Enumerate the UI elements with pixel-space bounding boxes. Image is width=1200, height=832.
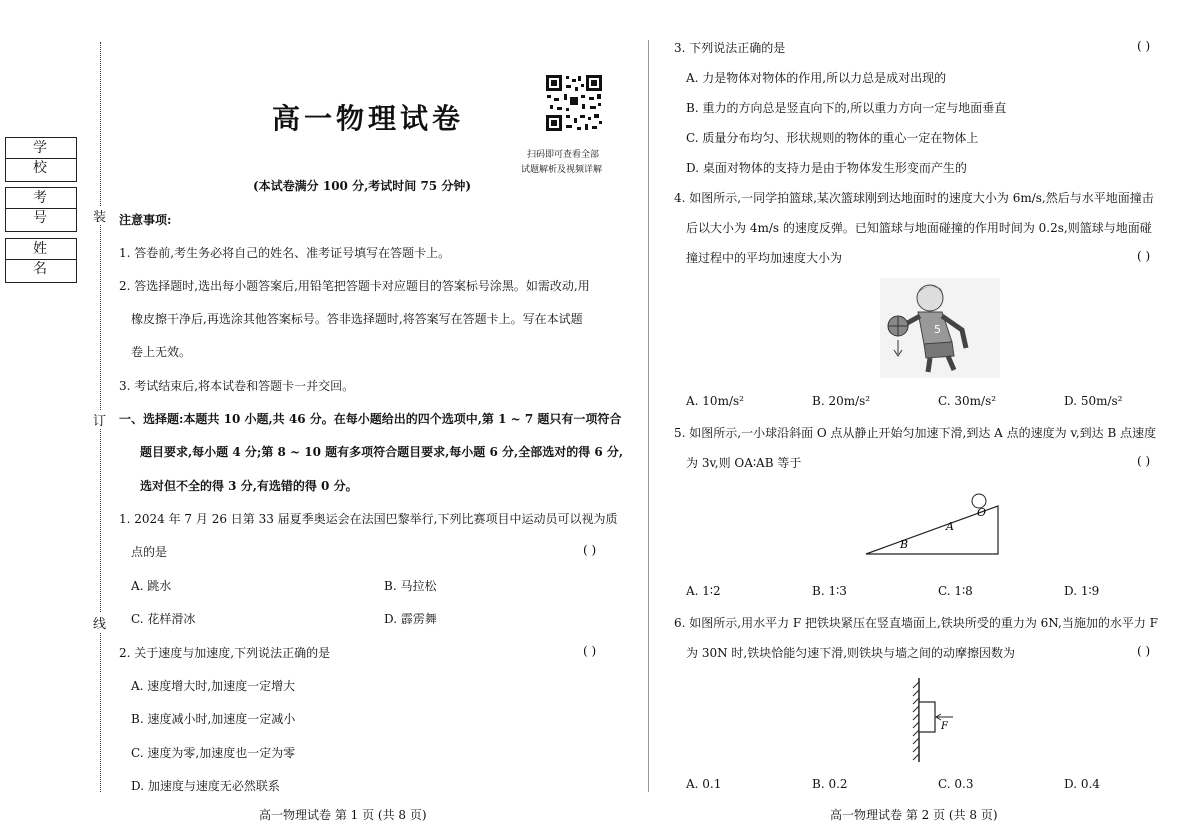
qr-caption-1: 扫码即可查看全部: [527, 150, 600, 160]
q1-option-d: D. 霹雳舞: [384, 612, 437, 626]
qr-code-icon: [544, 73, 604, 133]
school-field: [5, 137, 77, 182]
q6-option-c: C. 0.3: [938, 777, 974, 791]
exam-number-field: [5, 187, 77, 232]
q2-option-b: B. 速度减小时,加速度一定减小: [131, 712, 296, 726]
q5-stem-line2: 为 3v,则 OA∶AB 等于: [686, 456, 802, 470]
q3-option-c: C. 质量分布均匀、形状规则的物体的重心一定在物体上: [686, 131, 979, 145]
q6-stem-line2: 为 30N 时,铁块恰能匀速下滑,则铁块与墙之间的动摩擦因数为: [686, 646, 1016, 660]
q1-stem-line2: 点的是: [131, 545, 168, 559]
q5-answer-paren: ( ): [1137, 454, 1151, 468]
page-title: 高一物理试卷: [272, 102, 465, 135]
note-2-line2: 橡皮擦干净后,再选涂其他答案标号。答非选择题时,将答案写在答题卡上。写在本试题: [131, 312, 583, 326]
incline-figure: [860, 488, 1005, 558]
q4-option-a: A. 10m/s²: [686, 394, 744, 408]
q3-option-d: D. 桌面对物体的支持力是由于物体发生形变而产生的: [686, 161, 967, 175]
q1-option-b: B. 马拉松: [384, 579, 437, 593]
q2-option-a: A. 速度增大时,加速度一定增大: [131, 679, 296, 693]
wall-block-figure: [905, 676, 965, 764]
incline-label-a: A: [946, 520, 954, 533]
q5-option-c: C. 1∶8: [938, 584, 973, 598]
q1-answer-paren: ( ): [583, 543, 597, 557]
name-label: 姓 名: [6, 239, 76, 260]
page-separator: [648, 40, 649, 792]
q1-option-c: C. 花样滑冰: [131, 612, 196, 626]
section1-line3: 选对但不全的得 3 分,有选错的得 0 分。: [140, 479, 358, 493]
q5-stem-line1: 5. 如图所示,一小球沿斜面 O 点从静止开始匀加速下滑,到达 A 点的速度为 v,到达 B 点速度: [674, 426, 1157, 440]
page1-footer: 高一物理试卷 第 1 页 (共 8 页): [259, 808, 427, 822]
q1-option-a: A. 跳水: [131, 579, 172, 593]
q1-stem-line1: 1. 2024 年 7 月 26 日第 33 届夏季奥运会在法国巴黎举行,下列比赛项目中运动员可以视为质: [119, 512, 618, 526]
q3-option-b: B. 重力的方向总是竖直向下的,所以重力方向一定与地面垂直: [686, 101, 1007, 115]
q5-option-a: A. 1∶2: [686, 584, 721, 598]
note-3: 3. 考试结束后,将本试卷和答题卡一并交回。: [119, 379, 355, 393]
binding-char-xian: 线: [93, 613, 106, 632]
section1-line1: 一、选择题:本题共 10 小题,共 46 分。在每小题给出的四个选项中,第 1 ~ 7 题只有一项符合: [119, 412, 622, 426]
q4-stem-line2: 后以大小为 4m/s 的速度反弹。已知篮球与地面碰撞的作用时间为 0.2s,则篮球与地面碰: [686, 221, 1152, 235]
q5-option-d: D. 1∶9: [1064, 584, 1100, 598]
notes-heading: 注意事项:: [119, 213, 172, 227]
section1-line2: 题目要求,每小题 4 分;第 8 ~ 10 题有多项符合题目要求,每小题 6 分,全部选对的得 6 分,: [140, 445, 624, 459]
exam-number-label: 考 号: [6, 188, 76, 209]
incline-label-b: B: [900, 538, 909, 551]
note-2-line1: 2. 答选择题时,选出每小题答案后,用铅笔把答题卡对应题目的答案标号涂黑。如需改动,用: [119, 279, 590, 293]
q2-answer-paren: ( ): [583, 644, 597, 658]
q3-option-a: A. 力是物体对物体的作用,所以力总是成对出现的: [686, 71, 947, 85]
binding-char-zhuang: 装: [93, 206, 106, 225]
incline-label-o: O: [977, 506, 987, 519]
q6-option-a: A. 0.1: [686, 777, 722, 791]
q4-answer-paren: ( ): [1137, 249, 1151, 263]
q4-stem-line3: 撞过程中的平均加速度大小为: [686, 251, 843, 265]
binding-char-ding: 订: [93, 410, 106, 429]
q4-option-c: C. 30m/s²: [938, 394, 997, 408]
exam-subtitle: (本试卷满分 100 分,考试时间 75 分钟): [253, 179, 471, 193]
force-label-f: F: [941, 721, 948, 732]
q6-answer-paren: ( ): [1137, 644, 1151, 658]
q2-option-c: C. 速度为零,加速度也一定为零: [131, 746, 296, 760]
q2-option-d: D. 加速度与速度无必然联系: [131, 779, 280, 793]
jersey-number: 5: [934, 323, 941, 336]
q6-stem-line1: 6. 如图所示,用水平力 F 把铁块紧压在竖直墙面上,铁块所受的重力为 6N,当施加的水平力 F: [674, 616, 1158, 630]
page2-footer: 高一物理试卷 第 2 页 (共 8 页): [830, 808, 998, 822]
basketball-player-figure: [880, 278, 1000, 378]
q6-option-b: B. 0.2: [812, 777, 848, 791]
q5-option-b: B. 1∶3: [812, 584, 847, 598]
note-1: 1. 答卷前,考生务必将自己的姓名、准考证号填写在答题卡上。: [119, 246, 451, 260]
q4-option-b: B. 20m/s²: [812, 394, 871, 408]
name-field: [5, 238, 77, 283]
q6-option-d: D. 0.4: [1064, 777, 1100, 791]
q2-stem: 2. 关于速度与加速度,下列说法正确的是: [119, 646, 331, 660]
q3-answer-paren: ( ): [1137, 39, 1151, 53]
q4-stem-line1: 4. 如图所示,一同学拍篮球,某次篮球刚到达地面时的速度大小为 6m/s,然后与水平地面撞击: [674, 191, 1154, 205]
q4-option-d: D. 50m/s²: [1064, 394, 1123, 408]
note-2-line3: 卷上无效。: [131, 345, 192, 359]
school-label: 学 校: [6, 138, 76, 159]
qr-caption-2: 试题解析及视频详解: [521, 165, 603, 175]
q3-stem: 3. 下列说法正确的是: [674, 41, 786, 55]
